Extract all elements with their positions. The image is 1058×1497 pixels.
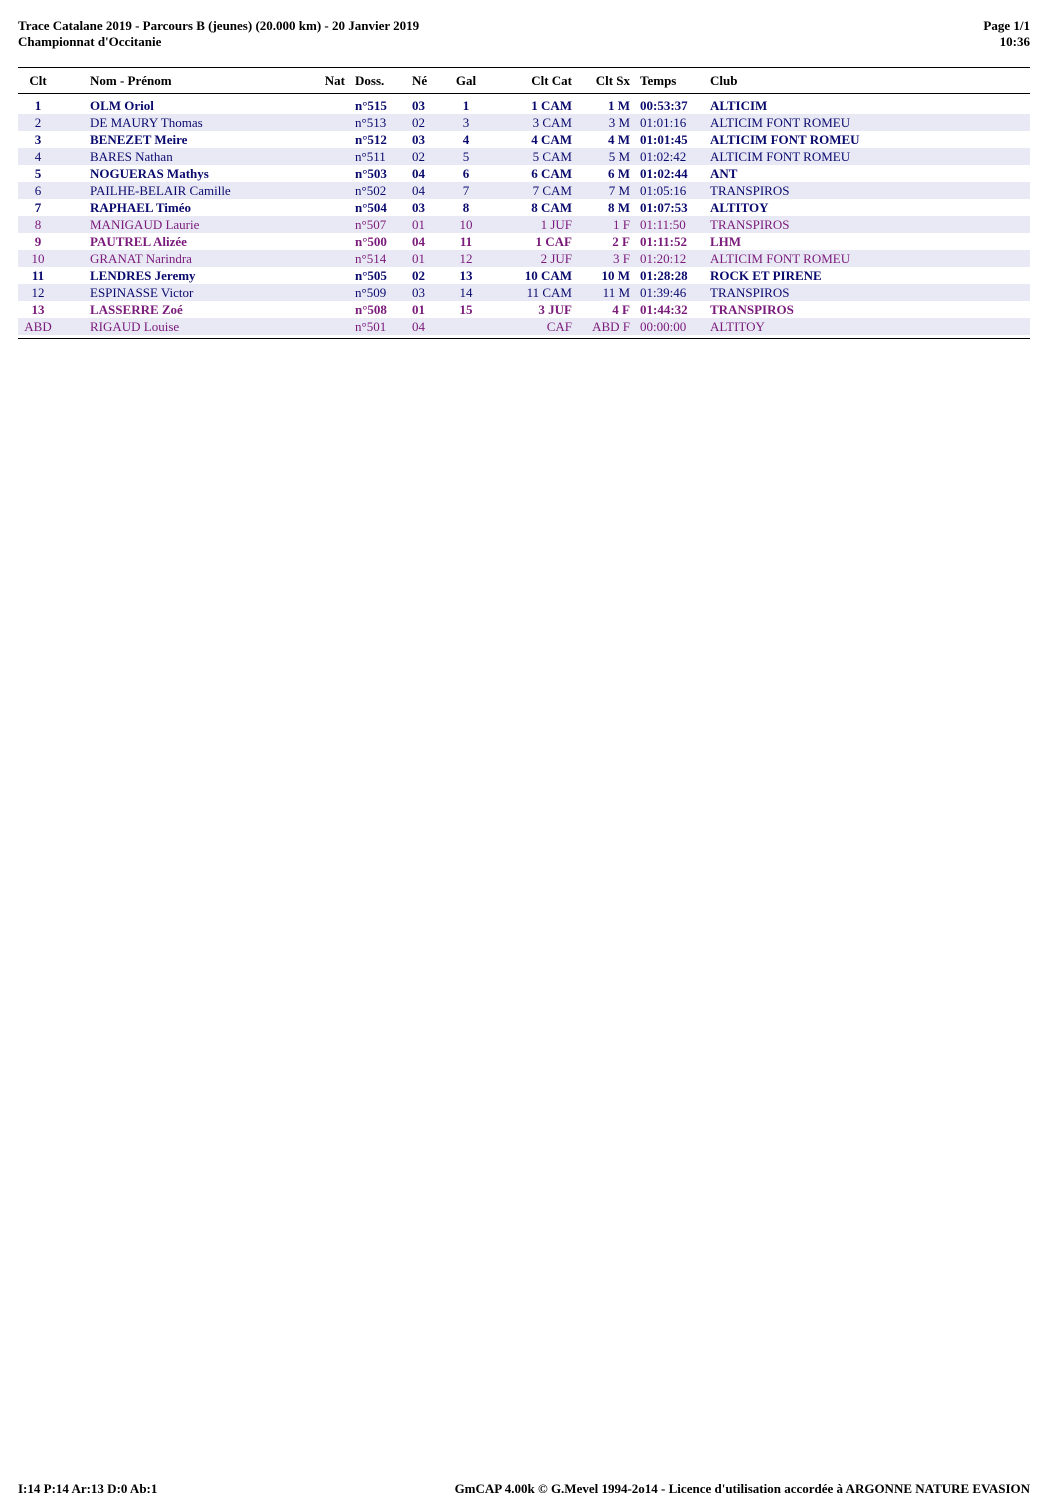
cell-gal: 11 bbox=[459, 233, 473, 249]
cell-cltsx: 1 M bbox=[607, 97, 630, 113]
cell-nom: DE MAURY Thomas bbox=[90, 114, 203, 130]
cell-temps: 01:05:16 bbox=[640, 182, 687, 198]
cell-nom: PAUTREL Alizée bbox=[90, 233, 187, 249]
cell-cltcat: 7 CAM bbox=[532, 182, 572, 198]
cell-cltcat: 4 CAM bbox=[531, 131, 572, 147]
cell-club: ANT bbox=[710, 165, 738, 181]
cell-clt: 6 bbox=[34, 182, 42, 198]
cell-cltcat: 5 CAM bbox=[532, 148, 572, 164]
cell-ne: 02 bbox=[412, 267, 425, 283]
cell-cltsx: 4 M bbox=[607, 131, 630, 147]
cell-ne: 03 bbox=[412, 97, 425, 113]
event-title: Trace Catalane 2019 - Parcours B (jeunes) (20.000 km) - 20 Janvier 2019 bbox=[18, 18, 420, 33]
table-row bbox=[18, 114, 1030, 131]
col-temps: Temps bbox=[640, 72, 677, 88]
cell-cltsx: 8 M bbox=[607, 199, 630, 215]
col-gal: Gal bbox=[455, 72, 477, 88]
page-number: Page 1/1 bbox=[983, 18, 1030, 33]
cell-doss: n°513 bbox=[355, 114, 387, 130]
cell-nom: OLM Oriol bbox=[90, 97, 154, 113]
cell-gal: 7 bbox=[462, 182, 470, 198]
table-row bbox=[18, 131, 1030, 148]
cell-cltcat: CAF bbox=[546, 318, 572, 334]
cell-ne: 04 bbox=[412, 233, 425, 249]
cell-ne: 04 bbox=[412, 165, 425, 181]
table-header bbox=[18, 67, 1030, 94]
cell-gal: 13 bbox=[459, 267, 473, 283]
cell-temps: 00:53:37 bbox=[640, 97, 688, 113]
cell-clt: 2 bbox=[34, 114, 42, 130]
cell-ne: 03 bbox=[412, 199, 425, 215]
table-row bbox=[18, 233, 1030, 250]
cell-temps: 00:00:00 bbox=[640, 318, 687, 334]
cell-temps: 01:02:42 bbox=[640, 148, 687, 164]
cell-gal: 14 bbox=[459, 284, 473, 300]
cell-club: TRANSPIROS bbox=[710, 216, 790, 232]
cell-doss: n°500 bbox=[355, 233, 387, 249]
table-row bbox=[18, 199, 1030, 216]
col-doss: Doss. bbox=[355, 72, 385, 88]
cell-temps: 01:01:45 bbox=[640, 131, 688, 147]
cell-cltcat: 2 JUF bbox=[540, 250, 572, 266]
cell-ne: 04 bbox=[412, 318, 425, 334]
footer-stats: I:14 P:14 Ar:13 D:0 Ab:1 bbox=[18, 1481, 158, 1496]
cell-club: ALTICIM FONT ROMEU bbox=[710, 131, 860, 147]
col-cltsx: Clt Sx bbox=[595, 72, 630, 88]
cell-doss: n°502 bbox=[355, 182, 387, 198]
cell-nom: BENEZET Meire bbox=[90, 131, 188, 147]
cell-doss: n°501 bbox=[355, 318, 387, 334]
cell-nom: GRANAT Narindra bbox=[90, 250, 192, 266]
cell-gal: 6 bbox=[462, 165, 470, 181]
cell-ne: 03 bbox=[412, 131, 425, 147]
cell-doss: n°503 bbox=[355, 165, 387, 181]
cell-nom: RIGAUD Louise bbox=[90, 318, 180, 334]
cell-gal: 5 bbox=[462, 148, 470, 164]
cell-nom: BARES Nathan bbox=[90, 148, 173, 164]
cell-cltsx: 4 F bbox=[612, 301, 630, 317]
cell-cltsx: ABD F bbox=[592, 318, 630, 334]
cell-cltsx: 2 F bbox=[612, 233, 630, 249]
cell-doss: n°509 bbox=[355, 284, 387, 300]
cell-temps: 01:44:32 bbox=[640, 301, 688, 317]
cell-cltsx: 6 M bbox=[607, 165, 630, 181]
cell-clt: 10 bbox=[31, 250, 45, 266]
cell-gal: 10 bbox=[459, 216, 473, 232]
col-nom: Nom - Prénom bbox=[90, 72, 172, 88]
cell-temps: 01:11:52 bbox=[640, 233, 687, 249]
cell-cltcat: 1 CAM bbox=[531, 97, 572, 113]
table-row bbox=[18, 250, 1030, 267]
cell-temps: 01:11:50 bbox=[640, 216, 686, 232]
cell-ne: 01 bbox=[412, 216, 425, 232]
cell-club: ROCK ET PIRENE bbox=[710, 267, 822, 283]
cell-doss: n°515 bbox=[355, 97, 387, 113]
cell-gal: 3 bbox=[462, 114, 470, 130]
cell-cltcat: 8 CAM bbox=[531, 199, 572, 215]
cell-nom: MANIGAUD Laurie bbox=[90, 216, 200, 232]
print-time: 10:36 bbox=[999, 34, 1030, 49]
cell-club: TRANSPIROS bbox=[710, 284, 790, 300]
cell-doss: n°505 bbox=[355, 267, 387, 283]
cell-nom: LASSERRE Zoé bbox=[90, 301, 183, 317]
table-row bbox=[18, 165, 1030, 182]
cell-temps: 01:01:16 bbox=[640, 114, 687, 130]
cell-club: ALTITOY bbox=[710, 199, 769, 215]
cell-cltcat: 1 JUF bbox=[540, 216, 572, 232]
cell-gal: 15 bbox=[459, 301, 473, 317]
cell-club: ALTICIM FONT ROMEU bbox=[710, 250, 851, 266]
cell-clt: 8 bbox=[34, 216, 42, 232]
cell-cltsx: 3 F bbox=[613, 250, 630, 266]
cell-clt: 7 bbox=[34, 199, 42, 215]
cell-clt: 12 bbox=[31, 284, 45, 300]
cell-cltcat: 3 JUF bbox=[538, 301, 572, 317]
cell-temps: 01:02:44 bbox=[640, 165, 688, 181]
table-row bbox=[18, 97, 1030, 114]
cell-nom: ESPINASSE Victor bbox=[90, 284, 194, 300]
cell-club: ALTICIM bbox=[710, 97, 768, 113]
col-club: Club bbox=[710, 72, 738, 88]
col-cltcat: Clt Cat bbox=[531, 72, 572, 88]
cell-nom: NOGUERAS Mathys bbox=[90, 165, 209, 181]
table-row bbox=[18, 148, 1030, 165]
table-row bbox=[18, 301, 1030, 318]
table-row bbox=[18, 318, 1030, 335]
cell-doss: n°507 bbox=[355, 216, 387, 232]
cell-gal: 4 bbox=[462, 131, 470, 147]
cell-cltsx: 1 F bbox=[613, 216, 630, 232]
cell-cltcat: 3 CAM bbox=[532, 114, 572, 130]
cell-club: LHM bbox=[710, 233, 742, 249]
cell-doss: n°511 bbox=[355, 148, 386, 164]
table-row bbox=[18, 267, 1030, 284]
cell-clt: 3 bbox=[34, 131, 42, 147]
cell-club: ALTICIM FONT ROMEU bbox=[710, 148, 851, 164]
cell-cltcat: 6 CAM bbox=[531, 165, 572, 181]
cell-gal: 12 bbox=[459, 250, 473, 266]
cell-ne: 03 bbox=[412, 284, 425, 300]
cell-clt: 1 bbox=[34, 97, 42, 113]
cell-temps: 01:28:28 bbox=[640, 267, 688, 283]
cell-clt: ABD bbox=[24, 318, 52, 334]
cell-cltsx: 7 M bbox=[608, 182, 630, 198]
cell-cltcat: 1 CAF bbox=[535, 233, 572, 249]
table-row bbox=[18, 182, 1030, 199]
cell-cltsx: 5 M bbox=[608, 148, 630, 164]
document-header bbox=[18, 18, 419, 50]
cell-cltcat: 10 CAM bbox=[524, 267, 572, 283]
col-ne: Né bbox=[412, 72, 428, 88]
cell-temps: 01:39:46 bbox=[640, 284, 687, 300]
event-subtitle: Championnat d'Occitanie bbox=[18, 34, 162, 49]
cell-doss: n°504 bbox=[355, 199, 387, 215]
cell-ne: 04 bbox=[412, 182, 425, 198]
cell-ne: 01 bbox=[412, 250, 425, 266]
cell-nom: RAPHAEL Timéo bbox=[90, 199, 192, 215]
page-info bbox=[983, 18, 1030, 50]
cell-ne: 02 bbox=[412, 148, 425, 164]
cell-cltcat: 11 CAM bbox=[526, 284, 572, 300]
footer-credits: GmCAP 4.00k © G.Mevel 1994-2o14 - Licence d'utilisation accordée à ARGONNE NATURE EVASION bbox=[454, 1481, 1030, 1496]
table-row bbox=[18, 284, 1030, 301]
cell-doss: n°514 bbox=[355, 250, 387, 266]
cell-cltsx: 3 M bbox=[608, 114, 630, 130]
cell-nom: LENDRES Jeremy bbox=[90, 267, 196, 283]
cell-club: ALTICIM FONT ROMEU bbox=[710, 114, 851, 130]
cell-clt: 5 bbox=[34, 165, 42, 181]
cell-clt: 4 bbox=[34, 148, 42, 164]
cell-ne: 01 bbox=[412, 301, 425, 317]
cell-club: TRANSPIROS bbox=[710, 301, 794, 317]
cell-cltsx: 11 M bbox=[602, 284, 630, 300]
cell-ne: 02 bbox=[412, 114, 425, 130]
cell-temps: 01:07:53 bbox=[640, 199, 688, 215]
cell-doss: n°508 bbox=[355, 301, 387, 317]
table-body bbox=[18, 94, 1030, 339]
table-row bbox=[18, 216, 1030, 233]
col-nat: Nat bbox=[324, 72, 345, 88]
cell-temps: 01:20:12 bbox=[640, 250, 687, 266]
results-table bbox=[18, 67, 1030, 339]
cell-clt: 11 bbox=[31, 267, 45, 283]
cell-gal: 1 bbox=[462, 97, 470, 113]
cell-doss: n°512 bbox=[355, 131, 387, 147]
cell-club: ALTITOY bbox=[710, 318, 765, 334]
cell-club: TRANSPIROS bbox=[710, 182, 790, 198]
cell-cltsx: 10 M bbox=[601, 267, 630, 283]
cell-clt: 13 bbox=[31, 301, 45, 317]
cell-gal: 8 bbox=[462, 199, 470, 215]
cell-clt: 9 bbox=[34, 233, 42, 249]
cell-nom: PAILHE-BELAIR Camille bbox=[90, 182, 231, 198]
col-clt: Clt bbox=[29, 72, 47, 88]
